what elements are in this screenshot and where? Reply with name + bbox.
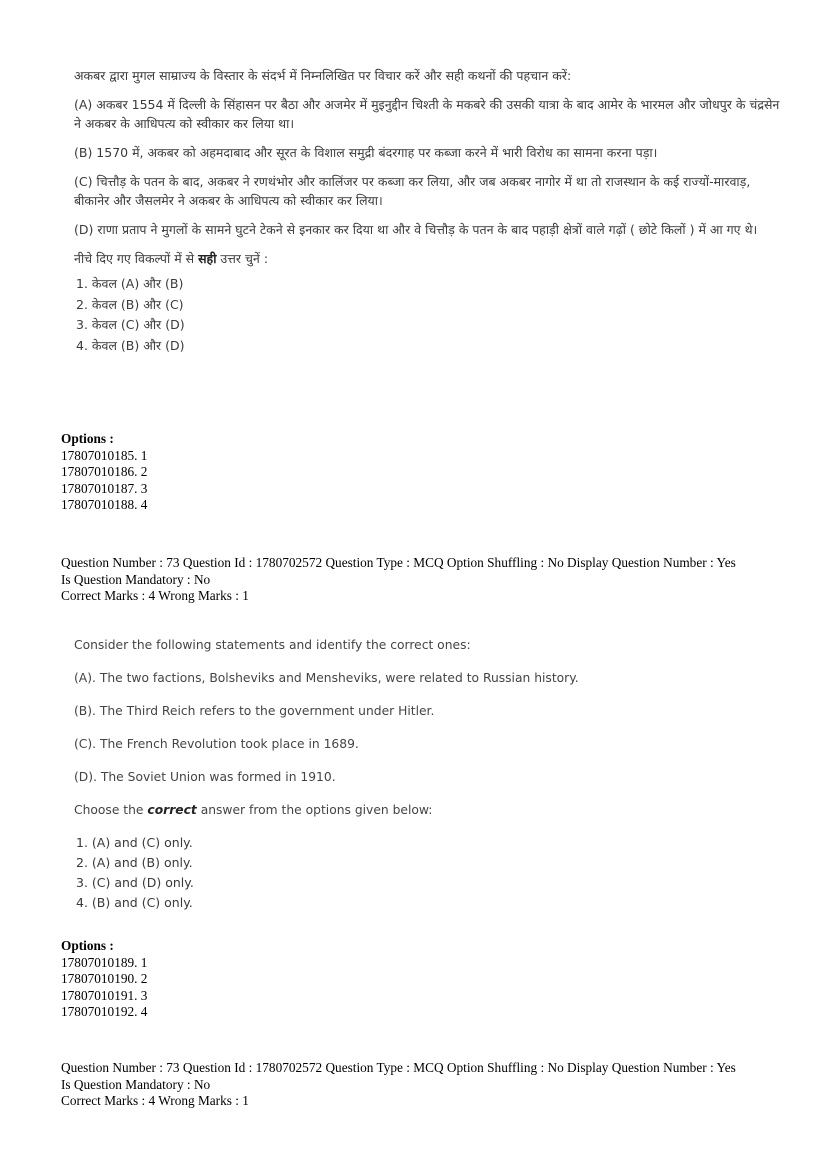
choice-item: 3. केवल (C) और (D) xyxy=(76,317,185,332)
statement-c: (C) चित्तौड़ के पतन के बाद, अकबर ने रणथंभोर और कालिंजर पर कब्जा कर लिया, और जब अकबर नागोर में था तो राजस्थान के कई राज्यों-मारवाड़, बीकानेर और जैसलमेर ने अकबर के आधिपत्य को स्वीकार कर लिया। xyxy=(74,174,751,208)
question-meta-line: Correct Marks : 4 Wrong Marks : 1 xyxy=(61,588,249,603)
instruction: नीचे दिए गए विकल्पों में से सही उत्तर चुनें : xyxy=(74,251,269,266)
option-id: 17807010191. 3 xyxy=(61,987,148,1003)
choice-item: 4. केवल (B) और (D) xyxy=(76,337,185,353)
statement-d: (D) राणा प्रताप ने मुगलों के सामने घुटने टेकने से इनकार कर दिया था और वे चित्तौड़ के पतन के बाद पहाड़ी क्षेत्रों वाले गढ़ों ( छोटे किलों ) में आ गए थे। xyxy=(74,222,758,237)
question-meta-line: Correct Marks : 4 Wrong Marks : 1 xyxy=(61,1093,249,1108)
choice-item: 1. केवल (A) और (B) xyxy=(76,276,184,291)
statement-a: (A). The two factions, Bolsheviks and Mensheviks, were related to Russian history. xyxy=(74,671,579,685)
statement-a: (A) अकबर 1554 में दिल्ली के सिंहासन पर बैठा और अजमेर में मुइनुद्दीन चिश्ती के मकबरे की उसकी यात्रा के बाद आमेर के भारमल और जोधपुर के चंद्रसेन ने अकबर के आधिपत्य को स्वीकार कर लिया था। xyxy=(74,97,780,131)
choice-item: 1. (A) and (C) only. xyxy=(76,835,193,850)
choice-item: 2. केवल (B) और (C) xyxy=(76,296,184,312)
statement-c: (C). The French Revolution took place in 1689. xyxy=(74,737,359,751)
question-meta xyxy=(61,555,801,605)
question-meta-line: Question Number : 73 Question Id : 1780702572 Question Type : MCQ Option Shuffling : No Display Question Number : Yes xyxy=(61,555,736,570)
choice-item: 3. (C) and (D) only. xyxy=(76,875,194,890)
options-block xyxy=(61,431,801,514)
options-heading: Options : xyxy=(61,431,114,446)
option-id: 17807010186. 2 xyxy=(61,464,148,479)
options-heading: Options : xyxy=(61,938,114,953)
question-intro: अकबर द्वारा मुगल साम्राज्य के विस्तार के संदर्भ में निम्नलिखित पर विचार करें और सही कथनों की पहचान करें: xyxy=(74,68,572,83)
choice-list xyxy=(74,833,784,913)
question-intro: Consider the following statements and identify the correct ones: xyxy=(74,638,471,652)
option-id: 17807010192. 4 xyxy=(61,1004,148,1019)
question-meta-line: Question Number : 73 Question Id : 1780702572 Question Type : MCQ Option Shuffling : No Display Question Number : Yes xyxy=(61,1060,736,1075)
option-id: 17807010189. 1 xyxy=(61,954,148,970)
option-id: 17807010187. 3 xyxy=(61,480,148,496)
choice-item: 4. (B) and (C) only. xyxy=(76,895,193,910)
statement-b: (B). The Third Reich refers to the government under Hitler. xyxy=(74,704,435,718)
options-block xyxy=(61,938,801,1021)
question-hindi xyxy=(74,66,784,356)
instruction: Choose the correct answer from the options given below: xyxy=(74,803,433,817)
statement-b: (B) 1570 में, अकबर को अहमदाबाद और सूरत के विशाल समुद्री बंदरगाह पर कब्जा करने में भारी विरोध का सामना करना पड़ा। xyxy=(74,145,658,160)
question-meta xyxy=(61,1060,801,1110)
option-id: 17807010190. 2 xyxy=(61,971,148,986)
choice-item: 2. (A) and (B) only. xyxy=(76,855,193,870)
question-meta-line: Is Question Mandatory : No xyxy=(61,1076,211,1092)
option-id: 17807010185. 1 xyxy=(61,447,148,463)
question-english xyxy=(74,636,784,913)
question-meta-line: Is Question Mandatory : No xyxy=(61,571,211,587)
statement-d: (D). The Soviet Union was formed in 1910. xyxy=(74,770,336,784)
option-id: 17807010188. 4 xyxy=(61,497,148,512)
choice-list xyxy=(74,274,784,356)
